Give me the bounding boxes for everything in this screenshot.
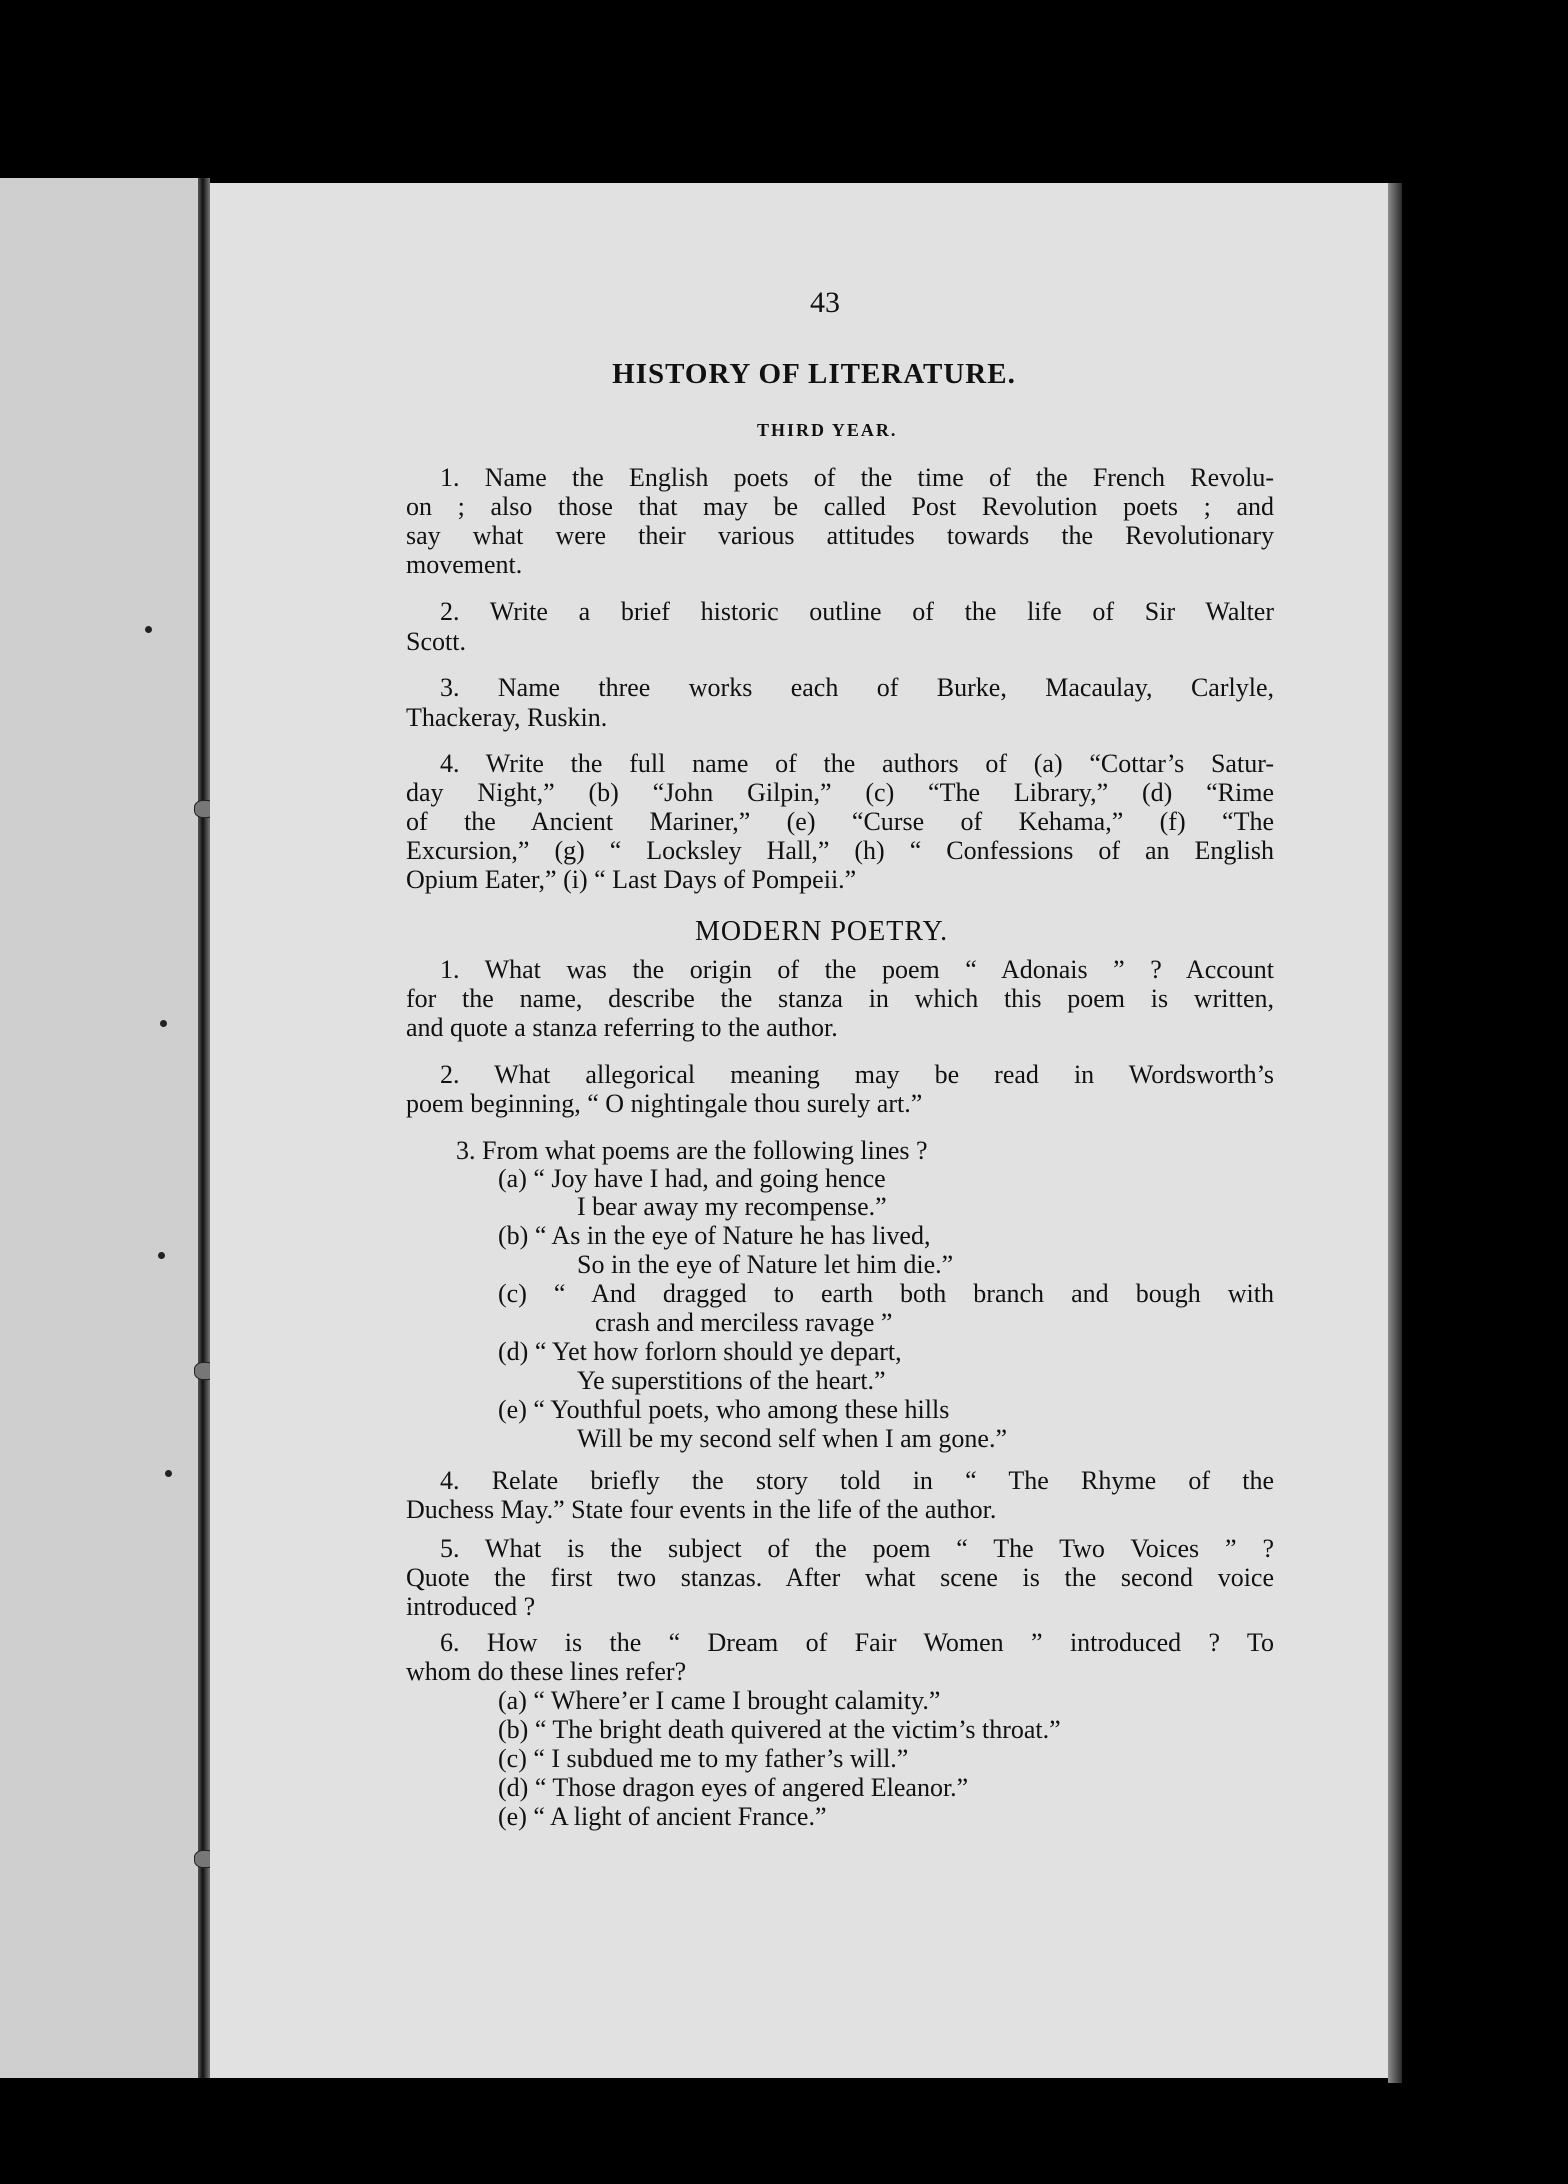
ink-dot	[165, 1470, 172, 1477]
quote-line: (e) “ A light of ancient France.”	[498, 1802, 827, 1831]
text-line: 2. Write a brief historic outline of the life of Sir Walter	[440, 597, 1274, 626]
page-title: HISTORY OF LITERATURE.	[612, 358, 1016, 390]
text-line: for the name, describe the stanza in which this poem is written,	[406, 984, 1274, 1013]
text-line: movement.	[406, 550, 523, 579]
text-line: 6. How is the “ Dream of Fair Women ” introduced ? To	[440, 1628, 1274, 1657]
section-subtitle: THIRD YEAR.	[757, 420, 898, 440]
text-line: Thackeray, Ruskin.	[406, 703, 608, 732]
quote-line: crash and merciless ravage ”	[595, 1308, 893, 1337]
quote-line: (d) “ Those dragon eyes of angered Eleanor.”	[498, 1773, 969, 1802]
quote-line: Will be my second self when I am gone.”	[577, 1424, 1007, 1453]
text-line: 2. What allegorical meaning may be read in Wordsworth’s	[440, 1060, 1274, 1089]
text-line: of the Ancient Mariner,” (e) “Curse of Kehama,” (f) “The	[406, 807, 1274, 836]
text-line: on ; also those that may be called Post Revolution poets ; and	[406, 492, 1274, 521]
text-line: Scott.	[406, 627, 466, 656]
text-line: day Night,” (b) “John Gilpin,” (c) “The Library,” (d) “Rime	[406, 778, 1274, 807]
quote-line: (b) “ As in the eye of Nature he has lived,	[498, 1221, 931, 1250]
text-line: 3. From what poems are the following lines ?	[456, 1136, 928, 1165]
text-line: 5. What is the subject of the poem “ The Two Voices ” ?	[440, 1534, 1274, 1563]
quote-line: So in the eye of Nature let him die.”	[577, 1250, 954, 1279]
ink-dot	[158, 1252, 165, 1259]
quote-line: (d) “ Yet how forlorn should ye depart,	[498, 1337, 902, 1366]
quote-line: I bear away my recompense.”	[577, 1192, 887, 1221]
text-line: say what were their various attitudes towards the Revolutionary	[406, 521, 1274, 550]
quote-line: (c) “ I subdued me to my father’s will.”	[498, 1744, 909, 1773]
ink-dot	[160, 1020, 167, 1027]
text-line: Excursion,” (g) “ Locksley Hall,” (h) “ Confessions of an English	[406, 836, 1274, 865]
text-line: 1. Name the English poets of the time of the French Revolu-	[440, 463, 1274, 492]
book-spine	[198, 178, 210, 2078]
text-line: Quote the first two stanzas. After what scene is the second voice	[406, 1563, 1274, 1592]
text-line: and quote a stanza referring to the author.	[406, 1013, 838, 1042]
quote-line: (a) “ Where’er I came I brought calamity.”	[498, 1686, 941, 1715]
quote-line: Ye superstitions of the heart.”	[577, 1366, 886, 1395]
text-line: 4. Write the full name of the authors of (a) “Cottar’s Satur-	[440, 749, 1274, 778]
text-line: poem beginning, “ O nightingale thou surely art.”	[406, 1089, 923, 1118]
text-line: Opium Eater,” (i) “ Last Days of Pompeii.”	[406, 865, 857, 894]
text-line: whom do these lines refer?	[406, 1657, 687, 1686]
page-number: 43	[810, 286, 840, 319]
ink-dot	[145, 626, 152, 633]
page-edge	[1388, 183, 1402, 2083]
quote-line: (b) “ The bright death quivered at the victim’s throat.”	[498, 1715, 1061, 1744]
text-line: 1. What was the origin of the poem “ Adonais ” ? Account	[440, 955, 1274, 984]
quote-line: (c) “ And dragged to earth both branch and bough with	[498, 1279, 1274, 1308]
text-line: introduced ?	[406, 1592, 536, 1621]
text-line: 4. Relate briefly the story told in “ The Rhyme of the	[440, 1466, 1274, 1495]
quote-line: (a) “ Joy have I had, and going hence	[498, 1164, 886, 1193]
quote-line: (e) “ Youthful poets, who among these hills	[498, 1395, 950, 1424]
left-page-fragment	[0, 178, 205, 2078]
text-line: Duchess May.” State four events in the life of the author.	[406, 1495, 997, 1524]
text-line: 3. Name three works each of Burke, Macaulay, Carlyle,	[440, 673, 1274, 702]
section-title: MODERN POETRY.	[695, 916, 949, 947]
